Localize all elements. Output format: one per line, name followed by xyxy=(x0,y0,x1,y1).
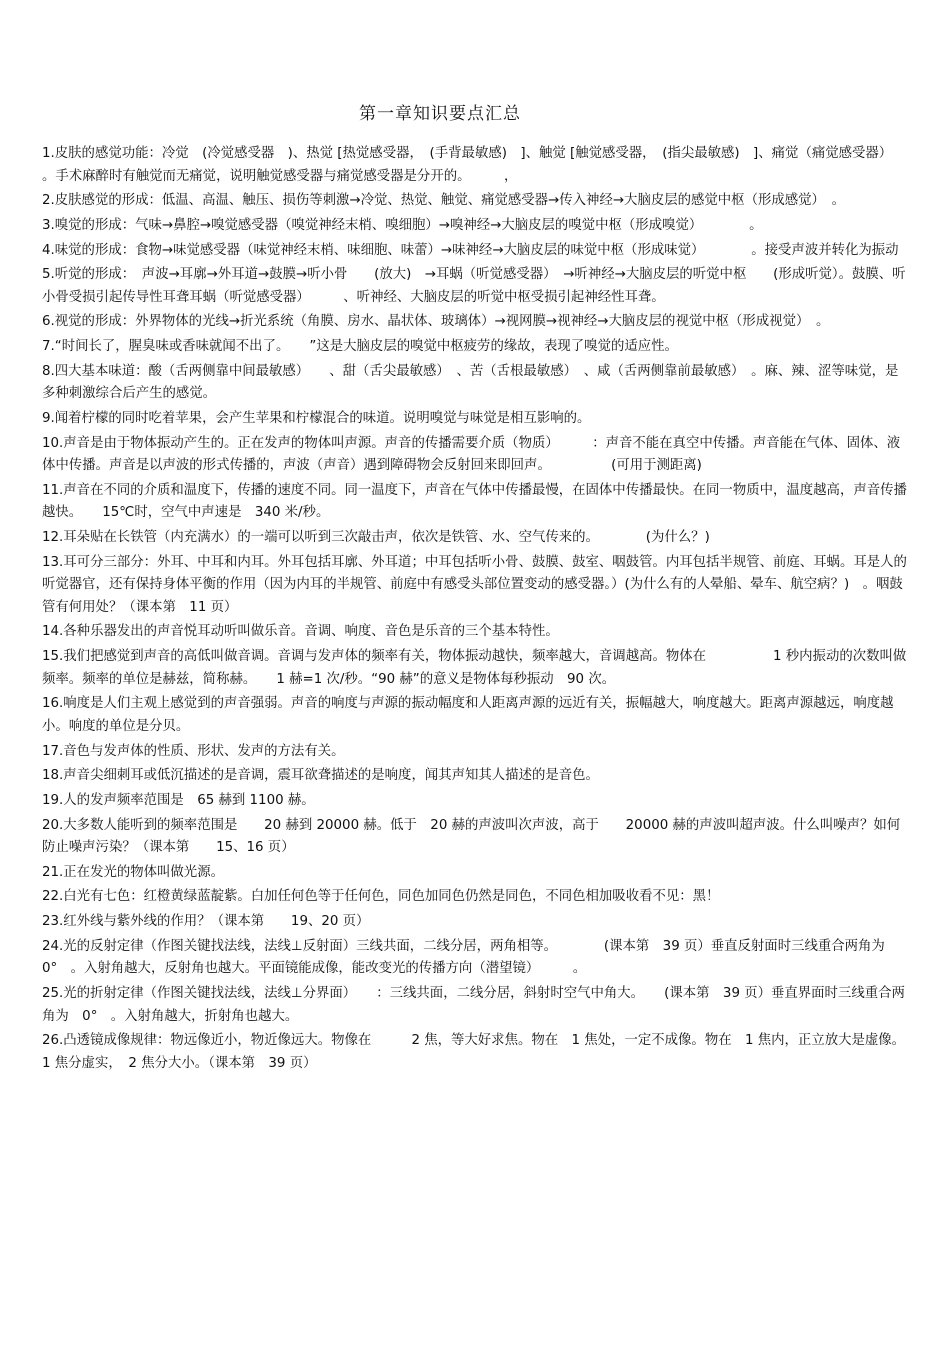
list-item: 10.声音是由于物体振动产生的。正在发声的物体叫声源。声音的传播需要介质（物质） ：声音不能在真空中传播。声音能在气体、固体、液体中传播。声音是以声波的形式传播的，声波（声音）遇到障碍物会反射回来即回声。 (可用于测距离) xyxy=(42,435,901,474)
list-item: 20.大多数人能听到的频率范围是 20 赫到 20000 赫。低于 20 赫的声波叫次声波，高于 20000 赫的声波叫超声波。什么叫噪声？如何防止噪声污染？（课本第 15、16 页） xyxy=(42,817,901,856)
list-item: 24.光的反射定律（作图关键找法线，法线⊥反射面）三线共面，二线分居，两角相等。 (课本第 39 页）垂直反射面时三线重合两角为 0° 。入射角越大，反射角也越大。平面镜能成像，能改变光的传播方向（潜望镜） 。 xyxy=(42,938,899,977)
list-item: 5.听觉的形成： 声波→耳廓→外耳道→鼓膜→听小骨 (放大) →耳蜗（听觉感受器） →听神经→大脑皮层的听觉中枢 (形成听觉）。鼓膜、听小骨受损引起传导性耳聋耳蜗（听觉感受器） 、听神经、大脑皮层的听觉中枢受损引起神经性耳聋。 xyxy=(42,267,906,305)
list-item: 15.我们把感觉到声音的高低叫做音调。音调与发声体的频率有关，物体振动越快，频率越大，音调越高。物体在 1 秒内振动的次数叫做频率。频率的单位是赫兹，简称赫。 1 赫=1 次/秒。“90 赫”的意义是物体每秒振动 90 次。 xyxy=(42,649,907,687)
list-item: 14.各种乐器发出的声音悦耳动听叫做乐音。音调、响度、音色是乐音的三个基本特性。 xyxy=(42,624,559,640)
list-item: 8.四大基本味道：酸（舌两侧靠中间最敏感） 、甜（舌尖最敏感） 、苦（舌根最敏感） 、咸（舌两侧靠前最敏感） 。麻、辣、涩等味觉，是多种刺激综合后产生的感觉。 xyxy=(42,363,899,402)
list-item: 26.凸透镜成像规律：物远像近小，物近像远大。物像在 2 焦，等大好求焦。物在 1 焦处，一定不成像。物在 1 焦内，正立放大是虚像。 1 焦分虚实， 2 焦分大小。（课本第 39 页） xyxy=(42,1033,912,1071)
list-item: 16.响度是人们主观上感觉到的声音强弱。声音的响度与声源的振动幅度和人距离声源的远近有关，振幅越大，响度越大。距离声源越远，响度越小。响度的单位是分贝。 xyxy=(42,696,894,734)
list-item: 6.视觉的形成：外界物体的光线→折光系统（角膜、房水、晶状体、玻璃体）→视网膜→视神经→大脑皮层的视觉中枢（形成视觉） 。 xyxy=(42,314,830,330)
list-item: 17.音色与发声体的性质、形状、发声的方法有关。 xyxy=(42,743,345,759)
list-item: 13.耳可分三部分：外耳、中耳和内耳。外耳包括耳廓、外耳道；中耳包括听小骨、鼓膜、鼓室、咽鼓管。内耳包括半规管、前庭、耳蜗。耳是人的听觉器官，还有保持身体平衡的作用（因为内耳的半规管、前庭中有感受头部位置变动的感受器。）(为什么有的人晕船、晕车、航空病？) 。咽鼓管有何用处？（课本第 11 页） xyxy=(42,554,907,615)
list-item: 25.光的折射定律（作图关键找法线，法线⊥分界面） ：三线共面，二线分居，斜射时空气中角大。 (课本第 39 页）垂直界面时三线重合两角为 0° 。入射角越大，折射角也越大。 xyxy=(42,986,905,1024)
list-item: 2.皮肤感觉的形成：低温、高温、触压、损伤等刺激→冷觉、热觉、触觉、痛觉感受器→传入神经→大脑皮层的感觉中枢（形成感觉） 。 xyxy=(42,193,845,209)
list-item: 3.嗅觉的形成：气味→鼻腔→嗅觉感受器（嗅觉神经末梢、嗅细胞）→嗅神经→大脑皮层的嗅觉中枢（形成嗅觉） 。 xyxy=(42,217,763,233)
list-item: 12.耳朵贴在长铁管（内充满水）的一端可以听到三次敲击声，依次是铁管、水、空气传来的。 (为什么？) xyxy=(42,530,710,546)
list-item: 4.味觉的形成：食物→味觉感受器（味觉神经末梢、味细胞、味蕾）→味神经→大脑皮层的味觉中枢（形成味觉） 。接受声波并转化为振动 xyxy=(42,242,899,258)
page-title: 第一章知识要点汇总 xyxy=(359,104,521,124)
list-item: 11.声音在不同的介质和温度下，传播的速度不同。同一温度下，声音在气体中传播最慢，在固体中传播最快。在同一物质中，温度越高，声音传播越快。 15℃时，空气中声速是 340 米/秒。 xyxy=(42,482,907,521)
list-item: 22.白光有七色：红橙黄绿蓝靛紫。白加任何色等于任何色，同色加同色仍然是同色，不同色相加吸收看不见：黑！ xyxy=(42,889,720,905)
knowledge-list xyxy=(42,143,910,1075)
list-item: 1.皮肤的感觉功能：冷觉 (冷觉感受器 )、热觉 [热觉感受器， (手背最敏感) ]、触觉 [触觉感受器， (指尖最敏感) ]、痛觉（痛觉感受器） 。手术麻醉时有触觉而无痛觉，说明触觉感受器与痛觉感受器是分开的。 ， xyxy=(42,146,899,184)
list-item: 23.红外线与紫外线的作用？（课本第 19、20 页） xyxy=(42,914,370,930)
list-item: 19.人的发声频率范围是 65 赫到 1100 赫。 xyxy=(42,792,315,808)
list-item: 7.“时间长了，腥臭味或香味就闻不出了。 ”这是大脑皮层的嗅觉中枢疲劳的缘故，表现了嗅觉的适应性。 xyxy=(42,339,678,355)
list-item: 18.声音尖细刺耳或低沉描述的是音调，震耳欲聋描述的是响度，闻其声知其人描述的是音色。 xyxy=(42,768,599,784)
list-item: 21.正在发光的物体叫做光源。 xyxy=(42,864,224,880)
list-item: 9.闻着柠檬的同时吃着苹果，会产生苹果和柠檬混合的味道。说明嗅觉与味觉是相互影响的。 xyxy=(42,411,591,426)
